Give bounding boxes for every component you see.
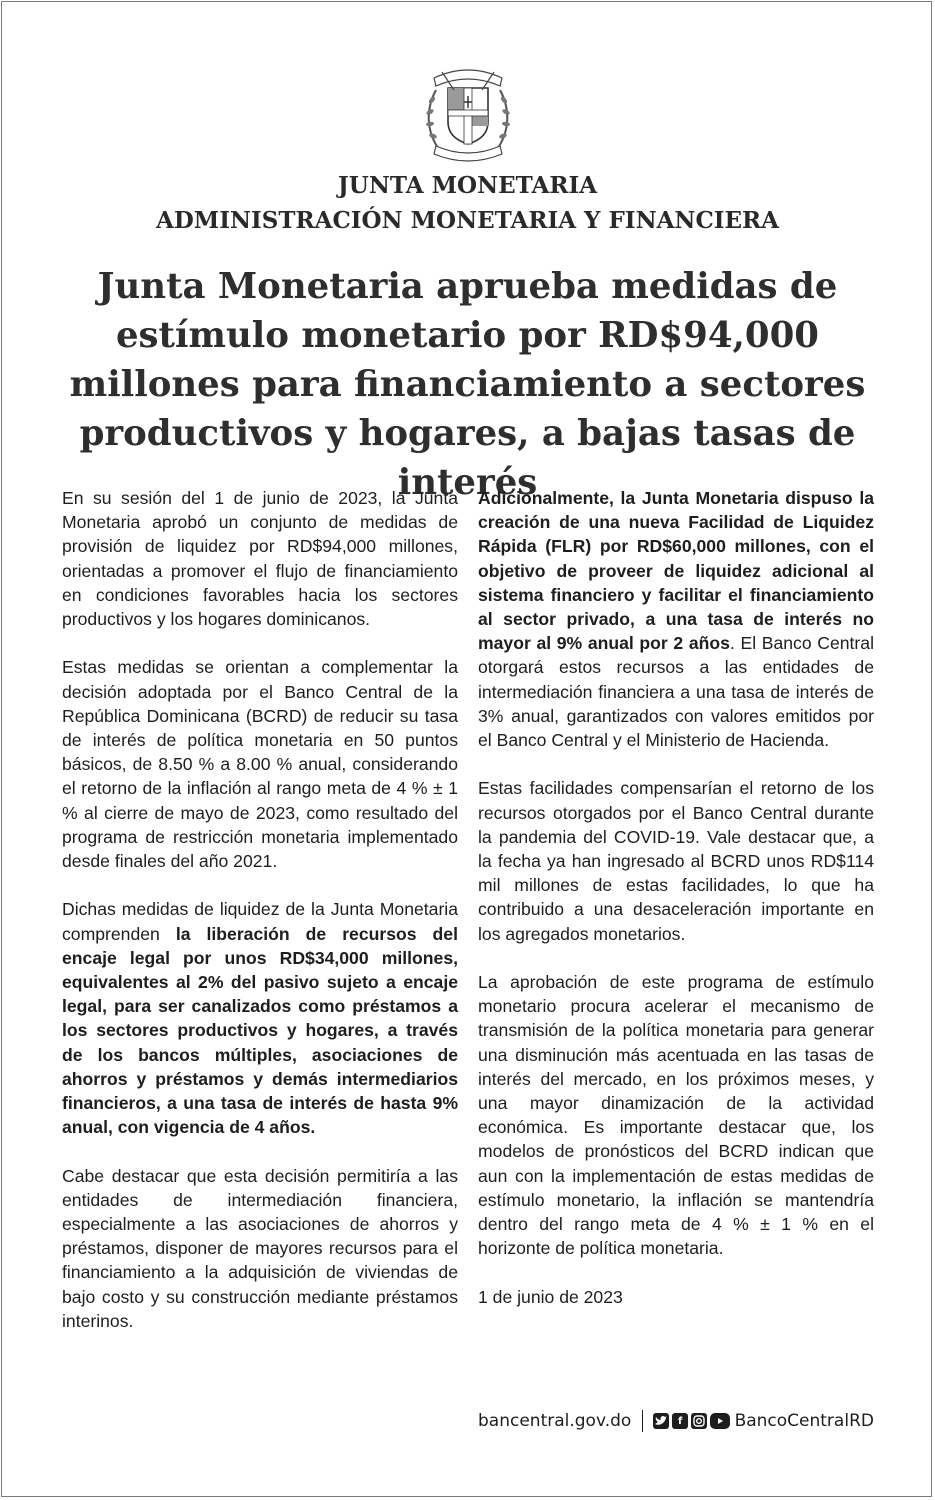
paragraph: Estas facilidades compensarían el retorno de los recursos otorgados por el Banco Central durante la pandemia del COVID-19. Vale destacar que, a la fecha ya han ingresado al BCRD unos RD$114 mil millones de estas facilidades, lo que ha contribuido a una desaceleración importante en los agregados monetarios. <box>478 778 874 944</box>
coat-of-arms-seal <box>420 60 516 164</box>
instagram-icon[interactable] <box>691 1413 707 1429</box>
org-title: JUNTA MONETARIA <box>337 172 598 199</box>
social-handle: BancoCentralRD <box>734 1411 874 1431</box>
paragraph: En su sesión del 1 de junio de 2023, la Junta Monetaria aprobó un conjunto de medidas de provisión de liquidez por RD$94,000 millones, orientadas a promover el flujo de financiamiento en condiciones favorables hacia los sectores productivos y los hogares dominicanos. <box>62 488 458 630</box>
paragraph-bold-text: Adicionalmente, la Junta Monetaria dispuso la creación de una nueva Facilidad de Liquidez Rápida (FLR) por RD$60,000 millones, con el objetivo de proveer de liquidez adicional al sistema financiero y facilitar el financiamiento al sector privado, a una tasa de interés no mayor al 9% anual por 2 años <box>478 488 874 654</box>
footer <box>478 1406 874 1436</box>
paragraph <box>62 897 458 1139</box>
social-icons <box>653 1413 730 1429</box>
org-subtitle: ADMINISTRACIÓN MONETARIA Y FINANCIERA <box>155 207 780 234</box>
youtube-icon[interactable] <box>710 1413 730 1429</box>
paragraph: Estas medidas se orientan a complementar la decisión adoptada por el Banco Central de la República Dominicana (BCRD) de reducir su tasa de interés de política monetaria en 50 puntos básicos, de 8.50 % a 8.00 % anual, considerando el retorno de la inflación al rango meta de 4 % ± 1 % al cierre de mayo de 2023, como resultado del programa de restricción monetaria implementado desde finales del año 2021. <box>62 657 458 872</box>
left-column <box>62 486 458 1357</box>
paragraph-bold-text: la liberación de recursos del encaje legal por unos RD$34,000 millones, equivalentes al 2% del pasivo sujeto a encaje legal, para ser canalizados como préstamos a los sectores productivos y hogares, a través de los bancos múltiples, asociaciones de ahorros y préstamos y demás intermediarios financieros, a una tasa de interés de hasta 9% anual, con vigencia de 4 años. <box>62 923 458 1138</box>
paragraph: Cabe destacar que esta decisión permitiría a las entidades de intermediación financiera, especialmente a las asociaciones de ahorros y préstamos, disponer de mayores recursos para el financiamiento a la adquisición de viviendas de bajo costo y su construcción mediante préstamos interinos. <box>62 1165 458 1331</box>
paragraph <box>478 486 874 752</box>
twitter-icon[interactable] <box>653 1413 669 1429</box>
headline: Junta Monetaria aprueba medidas de estímulo monetario por RD$94,000 millones para financiamiento a sectores productivos y hogares, a bajas tasas de interés <box>69 266 866 503</box>
facebook-icon[interactable]: f <box>672 1413 688 1429</box>
paragraph: La aprobación de este programa de estímulo monetario procura acelerar el mecanismo de transmisión de la política monetaria para generar una disminución más acentuada en las tasas de interés del mercado, en los próximos meses, y una mayor dinamización de la actividad económica. Es importante destacar que, los modelos de pronósticos del BCRD indican que aun con la implementación de estas medidas de estímulo monetario, la inflación se mantendría dentro del rango meta de 4 % ± 1 % en el horizonte de política monetaria. <box>478 972 874 1259</box>
right-column <box>478 486 874 1333</box>
paragraph-text: . El Banco Central otorgará estos recursos a las entidades de intermediación financiera a una tasa de interés de 3% anual, garantizados con valores emitidos por el Banco Central y el Ministerio de Hacienda. <box>478 633 874 751</box>
paragraph-text: Dichas medidas de liquidez de la Junta Monetaria comprenden <box>62 899 458 944</box>
website-link[interactable]: bancentral.gov.do <box>478 1411 632 1431</box>
date-line: 1 de junio de 2023 <box>478 1286 623 1307</box>
divider <box>642 1410 643 1432</box>
